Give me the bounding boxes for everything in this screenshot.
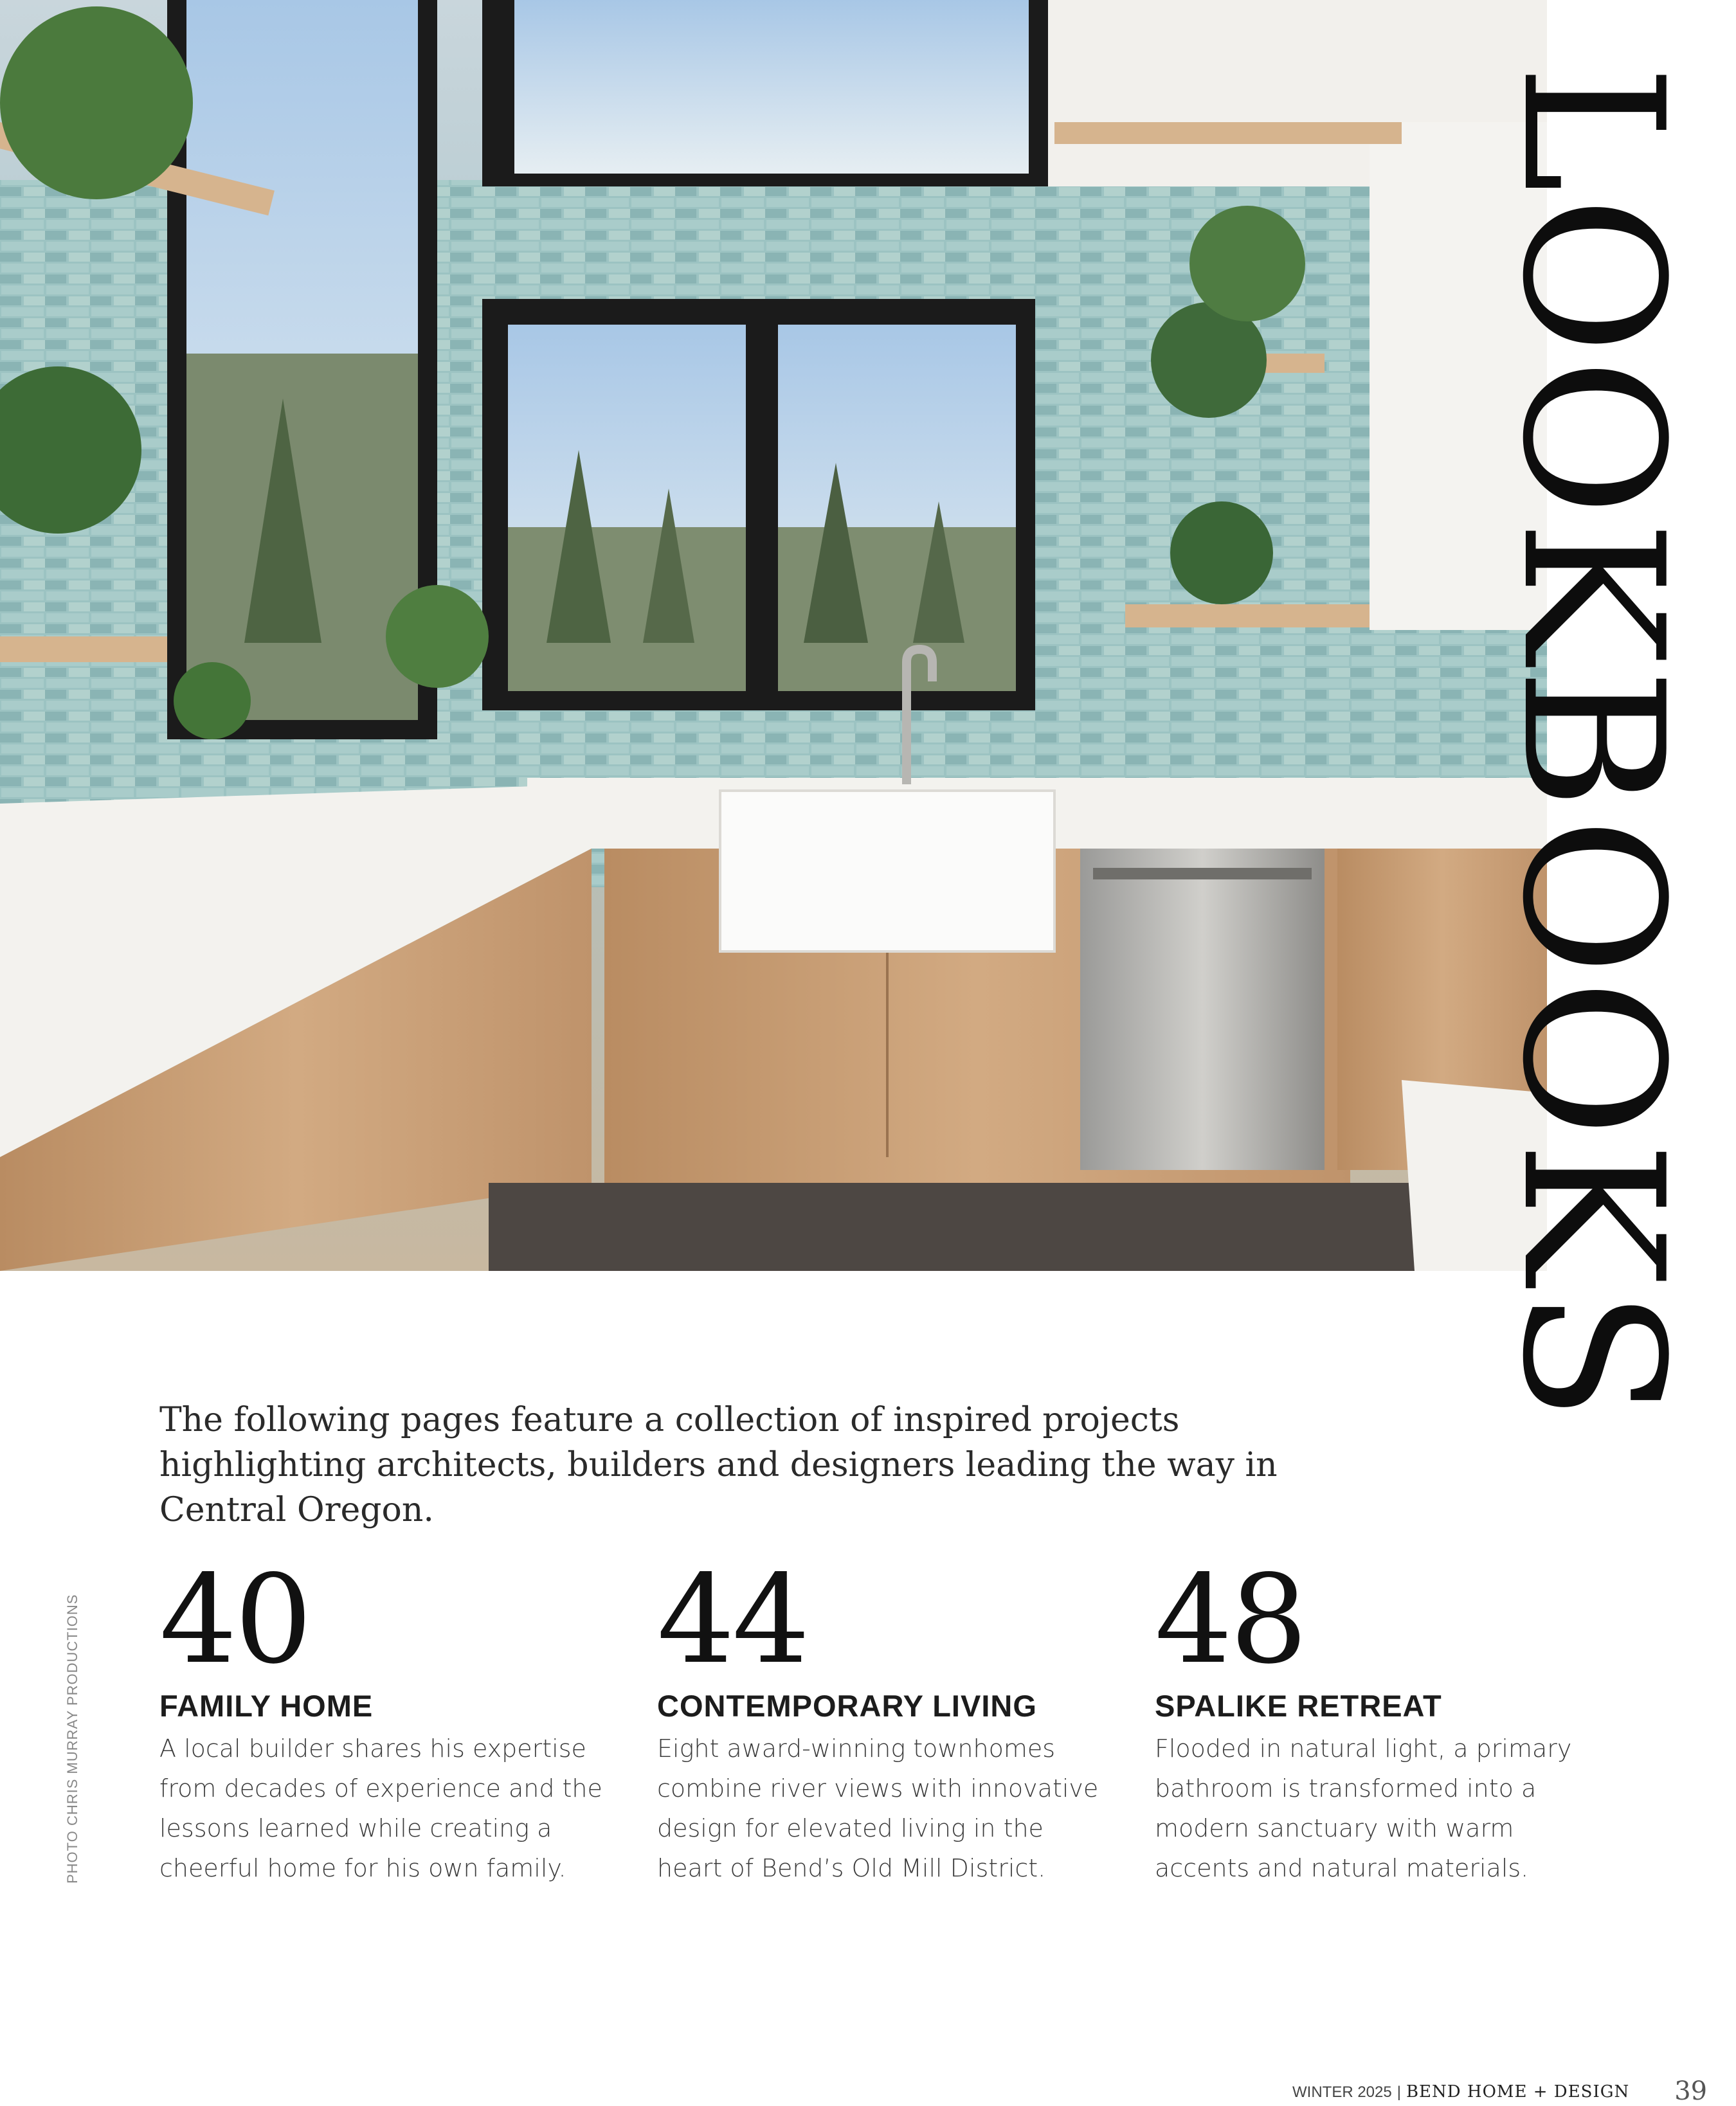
feature-description: Eight award-winning townhomes combine river views with innovative design for elevated living in the heart of Bend’s Old Mill District. [657,1734,1099,1882]
footer-season: WINTER 2025 [1292,2084,1392,2101]
footer-separator: | [1397,2084,1401,2101]
feature-heading: FAMILY HOME [159,1689,374,1723]
feature-heading: CONTEMPORARY LIVING [657,1689,1037,1723]
footer-magazine-name: BEND HOME + DESIGN [1406,2082,1630,2102]
feature-heading: SPALIKE RETREAT [1155,1689,1442,1723]
feature-page-number: 44 [657,1549,808,1691]
feature-page-number: 40 [159,1549,310,1691]
page-footer [1292,2074,1717,2106]
photo-credit: PHOTO CHRIS MURRAY PRODUCTIONS [64,1594,80,1884]
feature-spalike-retreat[interactable] [1155,1549,1605,1888]
intro-paragraph: The following pages feature a collection of inspired projects highlighting architects, builders and designers leading the way in Central Oregon. [159,1401,1278,1529]
page-number: 39 [1674,2076,1708,2106]
feature-description: A local builder shares his expertise from decades of experience and the lessons learned while creating a cheerful home for his own family. [159,1734,602,1882]
feature-page-number: 48 [1155,1549,1305,1691]
feature-contemporary-living[interactable] [657,1549,1107,1888]
lookbooks-title: LOOKBOOKS [1480,64,1704,1425]
feature-description: Flooded in natural light, a primary bathroom is transformed into a modern sanctuary with warm accents and natural materials. [1155,1734,1572,1882]
feature-family-home[interactable] [159,1549,610,1888]
